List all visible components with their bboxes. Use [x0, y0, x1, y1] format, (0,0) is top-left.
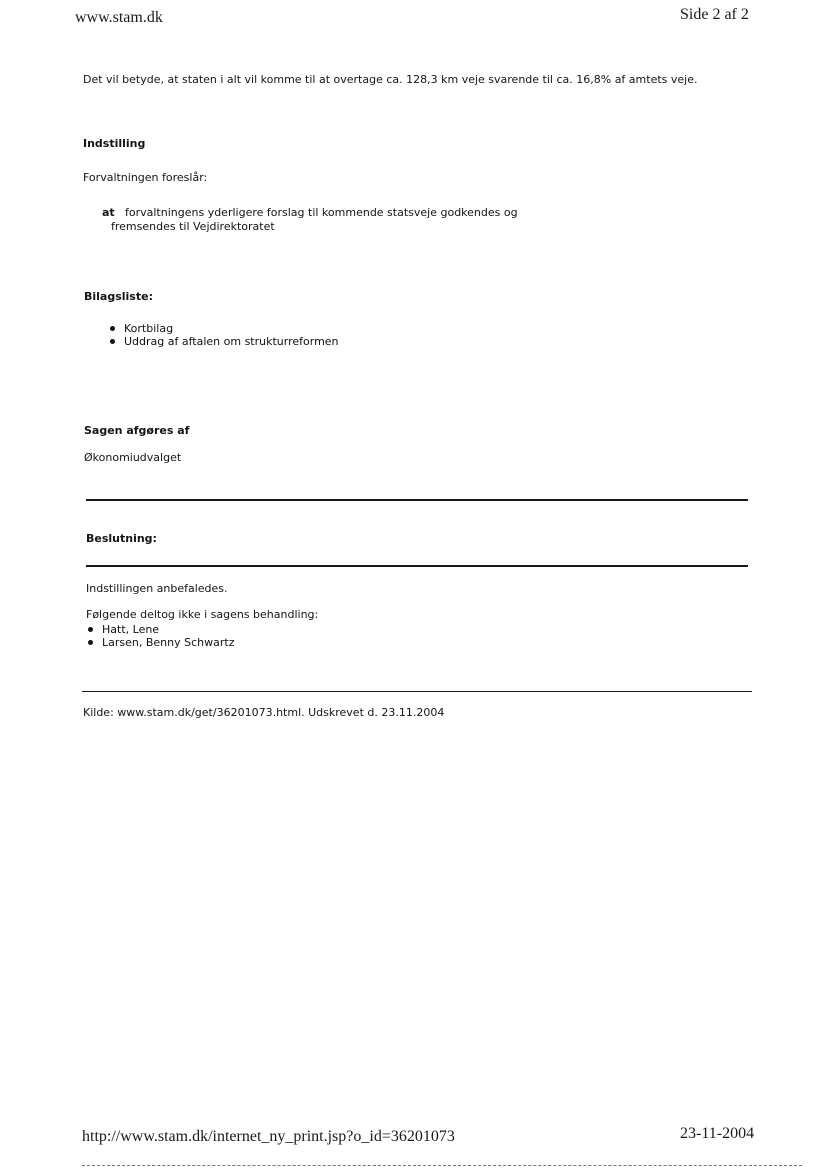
- source-line: Kilde: www.stam.dk/get/36201073.html. Udskrevet d. 23.11.2004: [83, 706, 445, 719]
- bilagsliste-item: Kortbilag: [108, 322, 339, 335]
- footer-date: 23-11-2004: [680, 1125, 755, 1142]
- divider-beslutning: [86, 565, 748, 567]
- indstilling-at-line1: forvaltningens yderligere forslag til kommende statsveje godkendes og: [125, 206, 518, 219]
- beslutning-absent-lead: Følgende deltog ikke i sagens behandling:: [86, 608, 319, 621]
- indstilling-lead: Forvaltningen foreslår:: [83, 171, 208, 184]
- divider-source: [82, 691, 752, 692]
- divider-top: [86, 499, 748, 501]
- bilagsliste-item: Uddrag af aftalen om strukturreformen: [108, 335, 339, 348]
- header-page-indicator: Side 2 af 2: [680, 6, 749, 23]
- absent-member: Larsen, Benny Schwartz: [86, 636, 234, 649]
- bilagsliste-heading: Bilagsliste:: [84, 290, 153, 303]
- intro-paragraph: Det vil betyde, at staten i alt vil komme til at overtage ca. 128,3 km veje svarende til ca. 16,8% af amtets veje.: [83, 73, 698, 86]
- beslutning-result: Indstillingen anbefaledes.: [86, 582, 228, 595]
- beslutning-heading: Beslutning:: [86, 532, 157, 545]
- beslutning-absent-list: [86, 623, 234, 649]
- footer-url[interactable]: http://www.stam.dk/internet_ny_print.jsp?o_id=36201073: [82, 1128, 455, 1145]
- indstilling-heading: Indstilling: [83, 137, 146, 150]
- header-site: www.stam.dk: [75, 9, 163, 26]
- sagen-heading: Sagen afgøres af: [84, 424, 190, 437]
- absent-member: Hatt, Lene: [86, 623, 234, 636]
- footer-dashed-line: [82, 1165, 802, 1166]
- bilagsliste-list: [108, 322, 339, 348]
- indstilling-at-line2: fremsendes til Vejdirektoratet: [111, 220, 275, 233]
- indstilling-at-label: at: [102, 206, 115, 219]
- sagen-value: Økonomiudvalget: [84, 451, 182, 464]
